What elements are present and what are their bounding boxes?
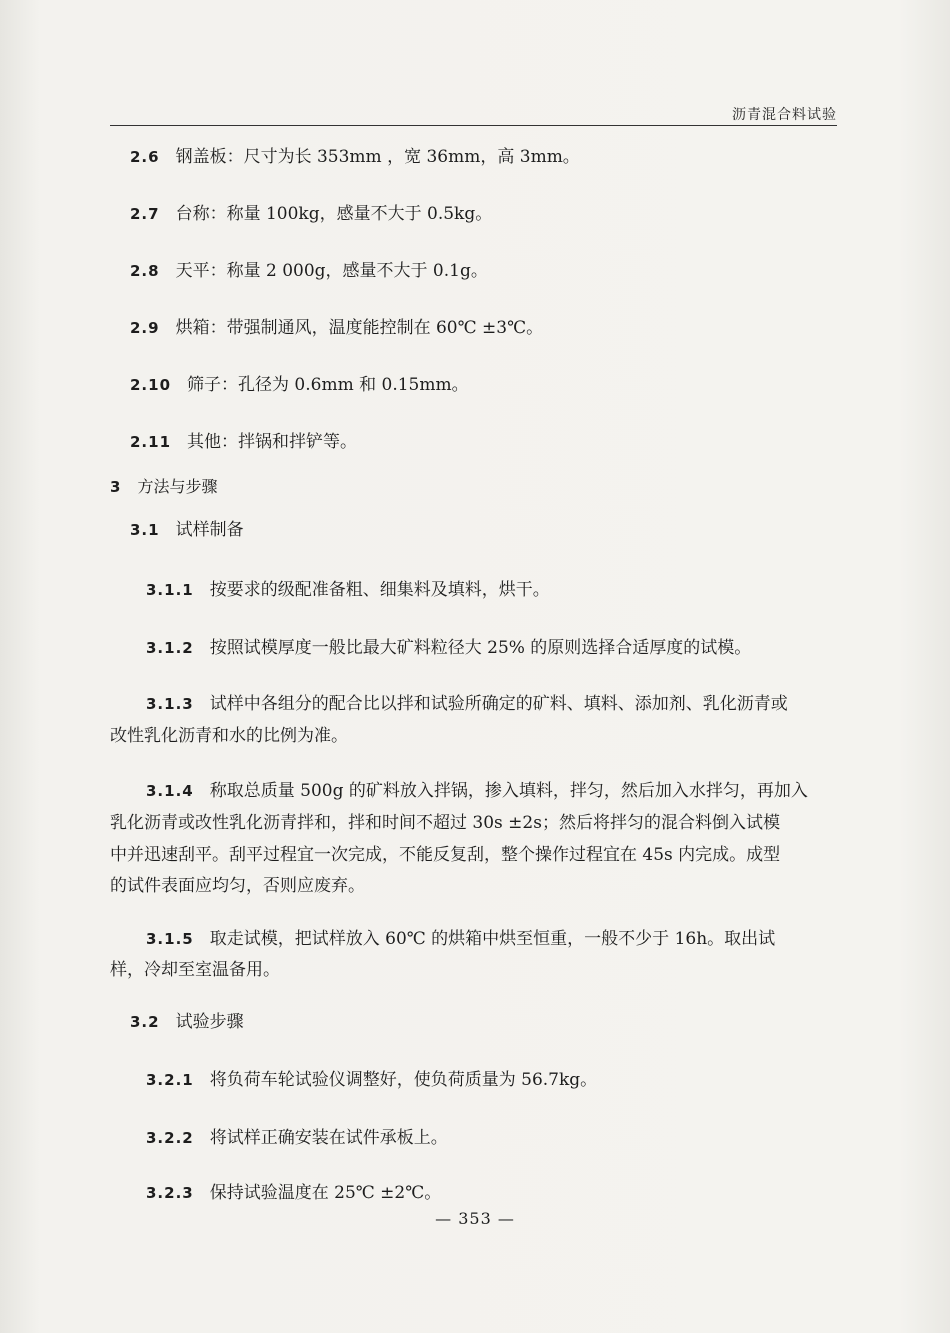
step-3-1-3 [110,687,874,721]
item-number: 2.6 [130,148,160,166]
page-number: — 353 — [435,1209,515,1228]
step-3-2-3 [110,1176,874,1210]
step-number: 3.1.2 [146,639,194,657]
item-2-6 [110,140,858,174]
item-text: 筛子：孔径为 0.6mm 和 0.15mm。 [187,375,469,395]
subsection-title: 试验步骤 [175,1012,244,1032]
step-text: 称取总质量 500g 的矿料放入拌锅，掺入填料，拌匀，然后加入水拌匀，再加入 [209,781,808,801]
item-text: 钢盖板：尺寸为长 353mm ，宽 36mm，高 3mm。 [175,147,580,167]
item-2-7 [110,197,858,231]
item-number: 2.11 [130,433,172,451]
step-3-1-5-cont: 样，冷却至室温备用。 [110,960,280,980]
step-number: 3.2.2 [146,1129,194,1147]
subsection-title: 试样制备 [175,520,244,540]
item-number: 2.7 [130,205,160,223]
item-2-11 [110,425,858,459]
step-3-1-5 [110,922,874,956]
step-3-1-1 [110,573,874,607]
item-2-9 [110,311,858,345]
step-number: 3.2.3 [146,1184,194,1202]
step-3-1-3-cont: 改性乳化沥青和水的比例为准。 [110,726,348,746]
item-number: 2.9 [130,319,160,337]
step-text: 试样中各组分的配合比以拌和试验所确定的矿料、填料、添加剂、乳化沥青或 [209,694,788,714]
step-text: 按要求的级配准备粗、细集料及填料，烘干。 [209,580,550,600]
step-3-2-1 [110,1063,874,1097]
section-title: 方法与步骤 [137,477,218,496]
step-3-1-4-cont: 乳化沥青或改性乳化沥青拌和，拌和时间不超过 30s ±2s；然后将拌匀的混合料倒入试模 [110,813,780,833]
step-text: 按照试模厚度一般比最大矿料粒径大 25% 的原则选择合适厚度的试模。 [209,638,752,658]
step-number: 3.1.4 [146,782,194,800]
subsection-heading [110,1005,858,1039]
subsection-number: 3.1 [130,521,160,539]
header-rule [110,125,837,126]
step-3-1-4-cont: 中并迅速刮平。刮平过程宜一次完成，不能反复刮，整个操作过程宜在 45s 内完成。成型 [110,845,781,865]
item-text: 烘箱：带强制通风，温度能控制在 60℃ ±3℃。 [175,318,544,338]
step-text: 取走试模，把试样放入 60℃ 的烘箱中烘至恒重，一般不少于 16h。取出试 [209,929,776,949]
running-header: 沥青混合料试验 [732,107,837,123]
item-text: 台称：称量 100kg，感量不大于 0.5kg。 [175,204,493,224]
item-text: 天平：称量 2 000g，感量不大于 0.1g。 [175,261,488,281]
item-2-8 [110,254,858,288]
step-number: 3.1.1 [146,581,194,599]
step-3-1-4-cont: 的试件表面应均匀，否则应废弃。 [110,876,365,896]
item-text: 其他：拌锅和拌铲等。 [187,432,358,452]
step-text: 将负荷车轮试验仪调整好，使负荷质量为 56.7kg。 [209,1070,598,1090]
step-3-1-4 [110,774,874,808]
step-number: 3.1.3 [146,695,194,713]
subsection-number: 3.2 [130,1013,160,1031]
step-text: 将试样正确安装在试件承板上。 [209,1128,448,1148]
section-number: 3 [110,478,122,496]
step-3-2-2 [110,1121,874,1155]
item-2-10 [110,368,858,402]
step-number: 3.2.1 [146,1071,194,1089]
step-3-1-2 [110,631,874,665]
subsection-heading [110,513,858,547]
step-text: 保持试验温度在 25℃ ±2℃。 [209,1183,442,1203]
section-heading [110,470,838,504]
step-number: 3.1.5 [146,930,194,948]
item-number: 2.10 [130,376,172,394]
item-number: 2.8 [130,262,160,280]
